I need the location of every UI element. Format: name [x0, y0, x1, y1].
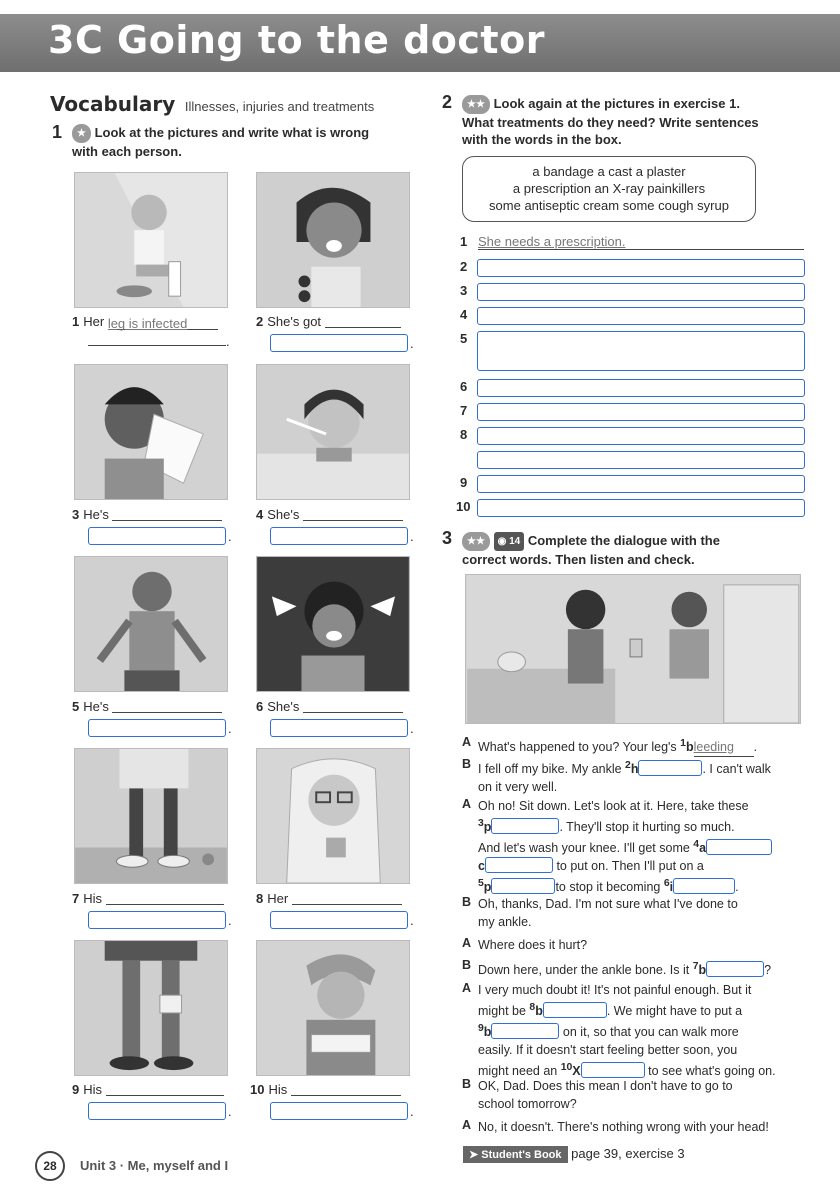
page-header: [0, 14, 840, 72]
dialogue-box-2[interactable]: [638, 760, 702, 776]
ex2-num-6: 6: [460, 379, 468, 394]
speaker-a: A: [462, 797, 472, 811]
word-box-line1: a bandage a cast a plaster: [532, 164, 686, 179]
dialogue-line-9: No, it doesn't. There's nothing wrong with your head!: [478, 1120, 769, 1134]
dialogue-box-8[interactable]: [543, 1002, 607, 1018]
ex2-answer-box-3[interactable]: [477, 283, 805, 301]
dialogue-box-4a[interactable]: [706, 839, 772, 855]
ex1-instruction: [72, 124, 412, 160]
speaker-b: B: [462, 958, 472, 972]
period: .: [228, 721, 232, 736]
ex3-number: 3: [442, 528, 453, 548]
dialogue-line-7: I very much doubt it! It's not painful enough. But it might be $^8$b . We might have to put a $^9$b on it, so that you can walk more easily. If it doesn't start feeling better soon, you might need an $^{10}$X to see what's going on.: [478, 983, 776, 1079]
ex3-instruction-line2: correct words. Then listen and check.: [462, 552, 695, 567]
dialogue-line-2: I fell off my bike. My ankle $^2$h . I can't walk on it very well.: [478, 760, 771, 795]
ex2-instruction-line3: with the words in the box.: [462, 132, 622, 147]
ex2-instruction-line1: Look again at the pictures in exercise 1.: [493, 96, 740, 111]
period: .: [410, 913, 414, 928]
caption-5: 5 He's: [72, 699, 222, 714]
caption-1-answer: leg is infected: [108, 316, 218, 330]
ex2-num-5: 5: [460, 331, 468, 346]
ex2-num-10: 10: [456, 499, 471, 514]
speaker-a: A: [462, 1118, 472, 1132]
caption-9: 9 His: [72, 1082, 224, 1097]
ex2-answer-box-5[interactable]: [477, 331, 805, 371]
ex2-answer-box-4[interactable]: [477, 307, 805, 325]
answer-box-3[interactable]: [88, 527, 226, 545]
dialogue-line-3: Oh no! Sit down. Let's look at it. Here, take these $^3$p . They'll stop it hurting so much. And let's wash your knee. I'll get some $^4$a c to put on. Then I'll put on a $^5$p to stop it becoming $^6$i .: [478, 797, 808, 896]
ex2-num-4: 4: [460, 307, 468, 322]
dialogue-box-7[interactable]: [706, 961, 764, 977]
period: .: [410, 529, 414, 544]
dialogue-line-5: Where does it hurt?: [478, 938, 588, 952]
answer-box-5[interactable]: [88, 719, 226, 737]
period: .: [228, 1104, 232, 1119]
picture-7-legs: [74, 748, 228, 884]
picture-2-girl-throat: [256, 172, 410, 308]
vocabulary-heading: [50, 92, 374, 116]
picture-5-boy-rash: [74, 556, 228, 692]
ex3-stars-icon: ★★: [462, 532, 490, 551]
caption-3: 3 He's: [72, 507, 222, 522]
caption-1: 1 Her leg is infected: [72, 314, 218, 330]
period: .: [228, 913, 232, 928]
caption-8: 8 Her: [256, 891, 402, 906]
speaker-b: B: [462, 1077, 472, 1091]
ex3-instruction: [462, 532, 822, 568]
ex2-num-3: 3: [460, 283, 468, 298]
audio-track-icon[interactable]: ◉ 14: [494, 532, 525, 551]
ex2-num-8: 8: [460, 427, 468, 442]
picture-4-girl-thermometer: [256, 364, 410, 500]
answer-box-4[interactable]: [270, 527, 408, 545]
ex2-answer-box-6[interactable]: [477, 379, 805, 397]
period: .: [410, 336, 414, 351]
dialogue-line-1: What's happened to you? Your leg's $^1$bleeding .: [478, 735, 808, 757]
dialogue-answer-1: leeding: [694, 738, 754, 757]
caption-2: 2 She's got: [256, 314, 401, 329]
picture-3-boy-sneezing: [74, 364, 228, 500]
answer-box-2[interactable]: [270, 334, 408, 352]
page-number: 28: [35, 1151, 65, 1181]
dialogue-box-9[interactable]: [491, 1023, 559, 1039]
students-book-badge[interactable]: ➤ Student's Book: [463, 1146, 568, 1163]
answer-box-6[interactable]: [270, 719, 408, 737]
ex1-number: 1: [52, 122, 63, 142]
ex2-example-number: 1: [460, 234, 468, 249]
footer-unit: Unit 3 · Me, myself and I: [80, 1158, 229, 1173]
speaker-a: A: [462, 936, 472, 950]
picture-6-girl-coughing: [256, 556, 410, 692]
dialogue-line-6: Down here, under the ankle bone. Is it $^7$b ?: [478, 961, 772, 978]
answer-box-10[interactable]: [270, 1102, 408, 1120]
answer-box-9[interactable]: [88, 1102, 226, 1120]
period: .: [410, 721, 414, 736]
answer-box-8[interactable]: [270, 911, 408, 929]
ex1-instruction-line1: Look at the pictures and write what is wrong: [94, 125, 370, 140]
word-box-line2: a prescription an X-ray painkillers: [512, 181, 706, 196]
ex2-num-9: 9: [460, 475, 468, 490]
caption-1-second-line: [88, 334, 226, 346]
vocabulary-subtitle: Illnesses, injuries and treatments: [184, 99, 375, 114]
ex2-stars-icon: ★★: [462, 95, 490, 114]
answer-box-7[interactable]: [88, 911, 226, 929]
caption-6: 6 She's: [256, 699, 403, 714]
ex2-answer-box-10[interactable]: [477, 499, 805, 517]
dialogue-picture-girl-and-dad: [465, 574, 801, 724]
ex2-example-answer: She needs a prescription.: [478, 234, 804, 250]
ex2-answer-box-8a[interactable]: [477, 427, 805, 445]
picture-10-boy-arm-cast: [256, 940, 410, 1076]
ex2-answer-box-9[interactable]: [477, 475, 805, 493]
period: .: [410, 1104, 414, 1119]
ex2-answer-box-7[interactable]: [477, 403, 805, 421]
dialogue-box-5[interactable]: [491, 878, 555, 894]
students-book-reference: [463, 1146, 685, 1163]
caption-7: 7 His: [72, 891, 224, 906]
dialogue-line-4: Oh, thanks, Dad. I'm not sure what I've done to my ankle.: [478, 897, 738, 929]
ex3-instruction-line1: Complete the dialogue with the: [527, 533, 720, 548]
period: .: [228, 529, 232, 544]
ex1-instruction-line2: with each person.: [72, 144, 182, 159]
picture-9-knee: [74, 940, 228, 1076]
word-box: [462, 156, 756, 222]
page-title: 3C Going to the doctor: [48, 18, 545, 62]
speaker-b: B: [462, 757, 472, 771]
vocabulary-title: Vocabulary: [50, 92, 176, 116]
dialogue-box-4b[interactable]: [485, 857, 553, 873]
ex2-num-7: 7: [460, 403, 468, 418]
dialogue-box-6[interactable]: [673, 878, 735, 894]
ex1-star-icon: ★: [72, 124, 91, 143]
dialogue-box-3[interactable]: [491, 818, 559, 834]
caption-10: 10 His: [250, 1082, 401, 1097]
speaker-a: A: [462, 981, 472, 995]
picture-1-girl-leg: [74, 172, 228, 308]
ex2-number: 2: [442, 92, 453, 112]
picture-8-girl-finger: [256, 748, 410, 884]
caption-4: 4 She's: [256, 507, 403, 522]
dialogue-line-8: OK, Dad. Does this mean I don't have to go to school tomorrow?: [478, 1079, 733, 1111]
word-box-line3: some antiseptic cream some cough syrup: [489, 198, 729, 213]
ex2-answer-box-2[interactable]: [477, 259, 805, 277]
ex2-instruction-line2: What treatments do they need? Write sentences: [462, 115, 759, 130]
ex2-instruction: [462, 95, 822, 148]
ex2-num-2: 2: [460, 259, 468, 274]
students-book-page: page 39, exercise 3: [571, 1146, 685, 1161]
ex2-answer-box-8b[interactable]: [477, 451, 805, 469]
speaker-a: A: [462, 735, 472, 749]
speaker-b: B: [462, 895, 472, 909]
period: .: [226, 334, 230, 349]
